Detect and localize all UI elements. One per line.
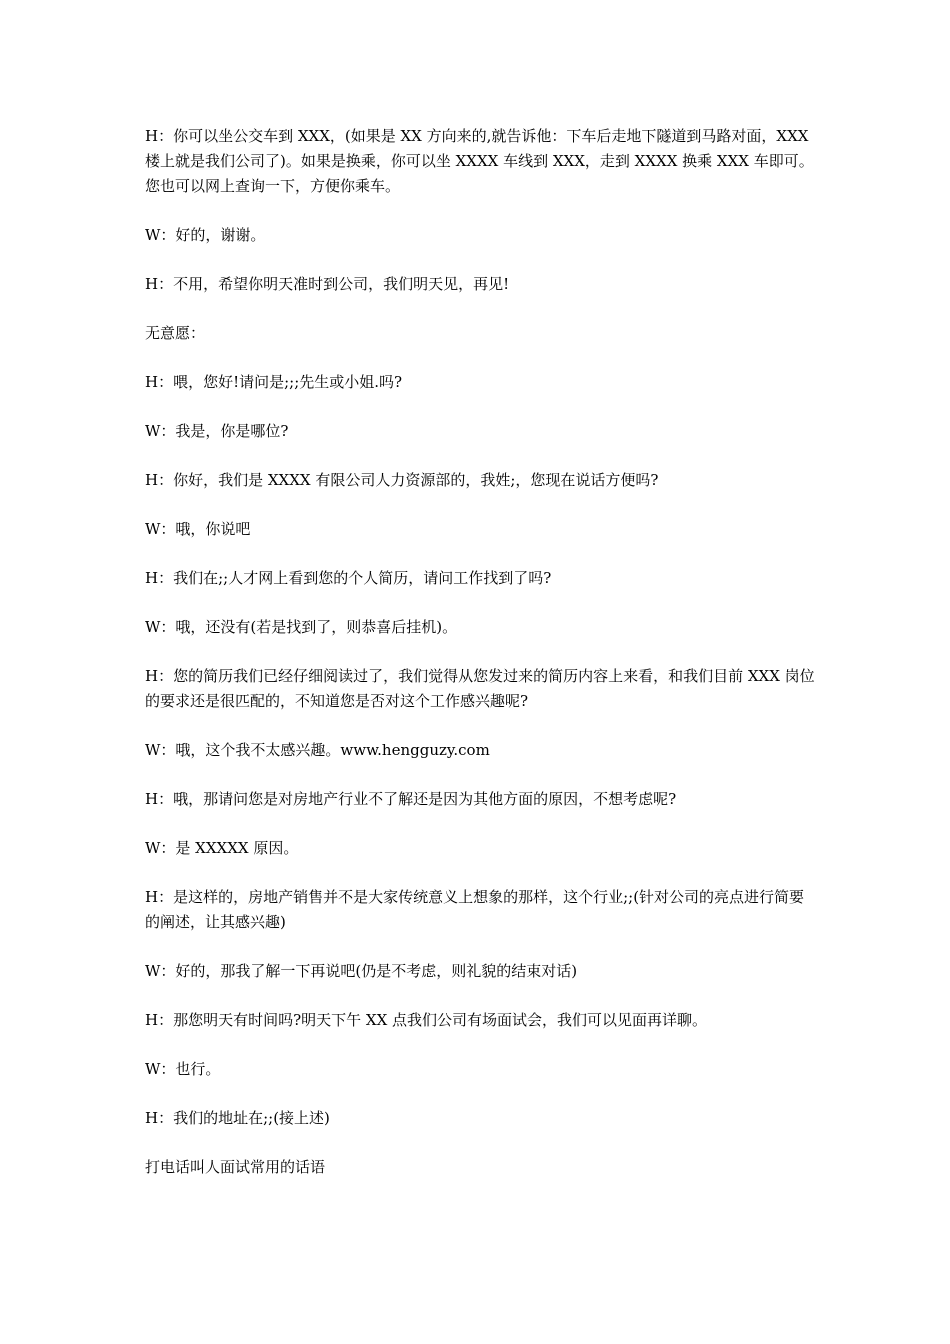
paragraph-reply-not-interested: W：哦，这个我不太感兴趣。www.hengguzy.com xyxy=(145,741,490,759)
paragraph-invite-interview: H：那您明天有时间吗?明天下午 XX 点我们公司有场面试会，我们可以见面再详聊。 xyxy=(145,1011,708,1029)
paragraph-industry-pitch: H：是这样的，房地产销售并不是大家传统意义上想象的那样，这个行业;;(针对公司的亮点进行简要的阐述，让其感兴趣) xyxy=(145,888,805,931)
paragraph-ask-reason: H：哦，那请问您是对房地产行业不了解还是因为其他方面的原因，不想考虑呢? xyxy=(145,790,677,808)
paragraph-goodbye: H：不用，希望你明天准时到公司，我们明天见，再见! xyxy=(145,275,510,293)
section-heading-no-intent: 无意愿： xyxy=(145,324,206,342)
paragraph-address: H：我们的地址在;;(接上述) xyxy=(145,1109,330,1127)
paragraph-reply-ok: W：也行。 xyxy=(145,1060,221,1078)
paragraph-reply-reason: W：是 XXXXX 原因。 xyxy=(145,839,299,857)
paragraph-reply-not-yet: W：哦，还没有(若是找到了，则恭喜后挂机)。 xyxy=(145,618,458,636)
document-page xyxy=(145,124,815,1204)
paragraph-reply-think-later: W：好的，那我了解一下再说吧(仍是不考虑，则礼貌的结束对话) xyxy=(145,962,578,980)
paragraph-greeting: H：喂，您好!请问是;;;先生或小姐.吗? xyxy=(145,373,403,391)
paragraph-introduce-company: H：你好，我们是 XXXX 有限公司人力资源部的，我姓;，您现在说话方便吗? xyxy=(145,471,659,489)
paragraph-resume-seen: H：我们在;;人才网上看到您的个人简历，请问工作找到了吗? xyxy=(145,569,552,587)
section-heading-common-phrases: 打电话叫人面试常用的话语 xyxy=(145,1158,326,1176)
paragraph-reply-who: W：我是，你是哪位? xyxy=(145,422,289,440)
paragraph-reply-thanks: W：好的，谢谢。 xyxy=(145,226,266,244)
paragraph-directions: H：你可以坐公交车到 XXX，(如果是 XX 方向来的,就告诉他：下车后走地下隧道到马路对面，XXX 楼上就是我们公司了)。如果是换乘，你可以坐 XXXX 车线到 XXX，走到 XXXX 换乘 XXX 车即可。您也可以网上查询一下，方便你乘车。 xyxy=(145,127,814,195)
paragraph-resume-match: H：您的简历我们已经仔细阅读过了，我们觉得从您发过来的简历内容上来看，和我们目前 XXX 岗位的要求还是很匹配的，不知道您是否对这个工作感兴趣呢? xyxy=(145,667,815,710)
paragraph-reply-go-ahead: W：哦，你说吧 xyxy=(145,520,251,538)
